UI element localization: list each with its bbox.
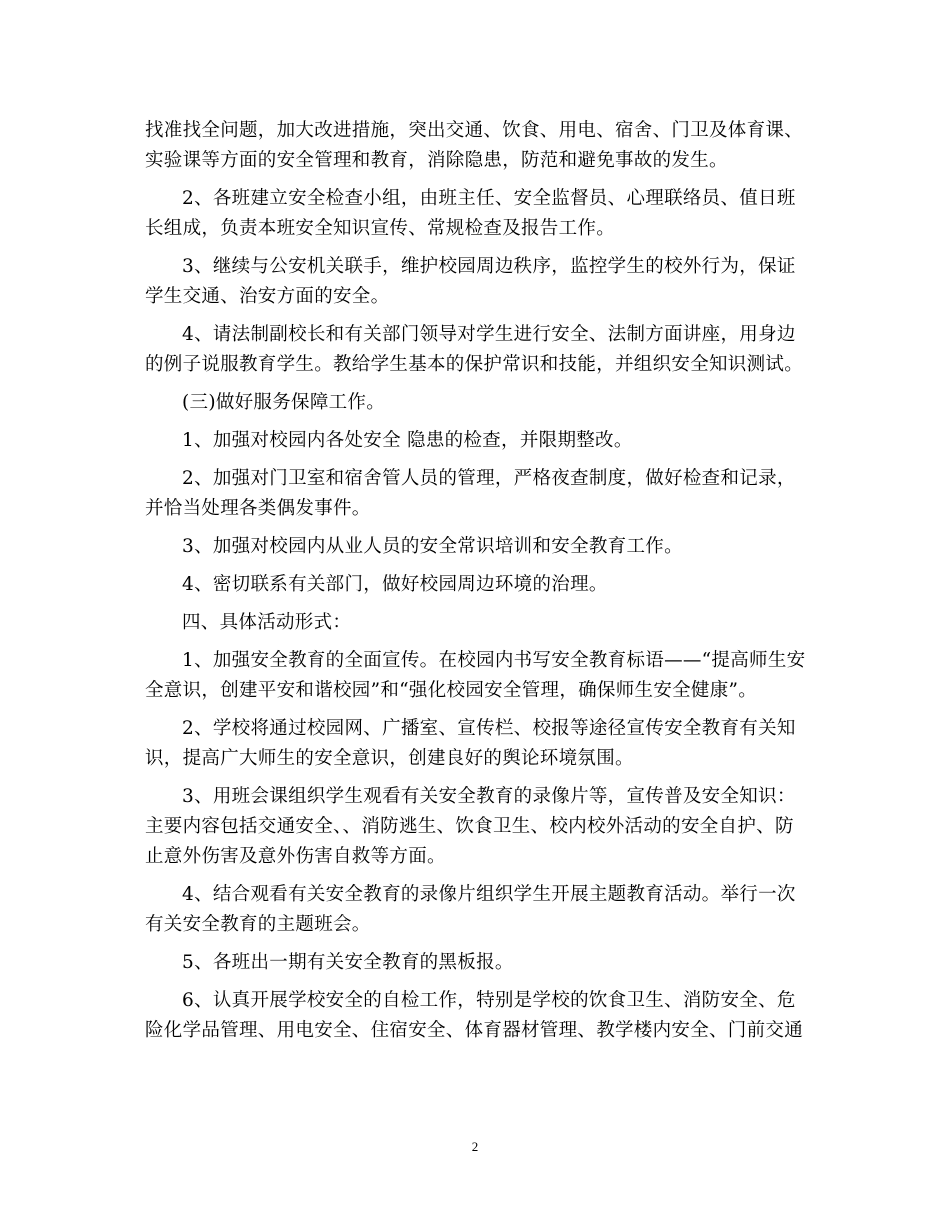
- paragraph: [145, 532, 805, 562]
- text-line: 实验课等方面的安全管理和教育，消除隐患，防范和避免事故的发生。: [145, 150, 728, 171]
- paragraph: [145, 570, 805, 600]
- text-line: 4、密切联系有关部门，做好校园周边环境的治理。: [182, 574, 608, 595]
- text-line: 险化学品管理、用电安全、住宿安全、体育器材管理、教学楼内安全、门前交通: [145, 1020, 804, 1041]
- text-line: 并恰当处理各类偶发事件。: [145, 498, 371, 519]
- paragraph: [145, 184, 805, 244]
- paragraph: [145, 646, 805, 706]
- paragraph: [145, 388, 805, 418]
- paragraph: [145, 986, 805, 1046]
- text-line: 5、各班出一期有关安全教育的黑板报。: [182, 952, 514, 973]
- text-line: 主要内容包括交通安全、、消防逃生、饮食卫生、校内校外活动的安全自护、防: [145, 816, 794, 837]
- text-line: 6、认真开展学校安全的自检工作，特别是学校的饮食卫生、消防安全、危: [182, 990, 796, 1011]
- paragraph: [145, 608, 805, 638]
- text-line: 有关安全教育的主题班会。: [145, 914, 371, 935]
- page-number: 2: [471, 1139, 479, 1154]
- paragraph: [145, 252, 805, 312]
- text-line: (三)做好服务保障工作。: [182, 392, 386, 413]
- text-line: 1、加强对校园内各处安全 隐患的检查，并限期整改。: [182, 430, 633, 451]
- text-line: 识，提高广大师生的安全意识，创建良好的舆论环境氛围。: [145, 748, 634, 769]
- paragraph: [145, 464, 805, 524]
- text-line: 3、加强对校园内从业人员的安全常识培训和安全教育工作。: [182, 536, 683, 557]
- text-line: 长组成，负责本班安全知识宣传、常规检查及报告工作。: [145, 218, 616, 239]
- text-line: 全意识，创建平安和谐校园”和“强化校园安全管理，确保师生安全健康”。: [145, 680, 758, 701]
- text-line: 2、学校将通过校园网、广播室、宣传栏、校报等途径宣传安全教育有关知: [182, 718, 796, 739]
- text-line: 2、加强对门卫室和宿舍管人员的管理，严格夜查制度，做好检查和记录，: [182, 468, 796, 489]
- paragraph: [145, 782, 805, 872]
- document-body: [145, 116, 805, 1054]
- text-line: 4、结合观看有关安全教育的录像片组织学生开展主题教育活动。举行一次: [182, 884, 796, 905]
- text-line: 止意外伤害及意外伤害自救等方面。: [145, 846, 446, 867]
- paragraph: [145, 320, 805, 380]
- text-line: 1、加强安全教育的全面宣传。在校园内书写安全教育标语——“提高师生安: [182, 650, 806, 671]
- text-line: 学生交通、治安方面的安全。: [145, 286, 390, 307]
- paragraph: [145, 116, 805, 176]
- text-line: 3、用班会课组织学生观看有关安全教育的录像片等，宣传普及安全知识：: [182, 786, 796, 807]
- text-line: 4、请法制副校长和有关部门领导对学生进行安全、法制方面讲座，用身边: [182, 324, 796, 345]
- paragraph: [145, 714, 805, 774]
- paragraph: [145, 880, 805, 940]
- paragraph: [145, 426, 805, 456]
- text-line: 找准找全问题，加大改进措施，突出交通、饮食、用电、宿舍、门卫及体育课、: [145, 120, 804, 141]
- text-line: 的例子说服教育学生。教给学生基本的保护常识和技能，并组织安全知识测试。: [145, 354, 804, 375]
- text-line: 2、各班建立安全检查小组，由班主任、安全监督员、心理联络员、值日班: [182, 188, 796, 209]
- text-line: 3、继续与公安机关联手，维护校园周边秩序，监控学生的校外行为，保证: [182, 256, 796, 277]
- paragraph: [145, 948, 805, 978]
- text-line: 四、具体活动形式：: [182, 612, 352, 633]
